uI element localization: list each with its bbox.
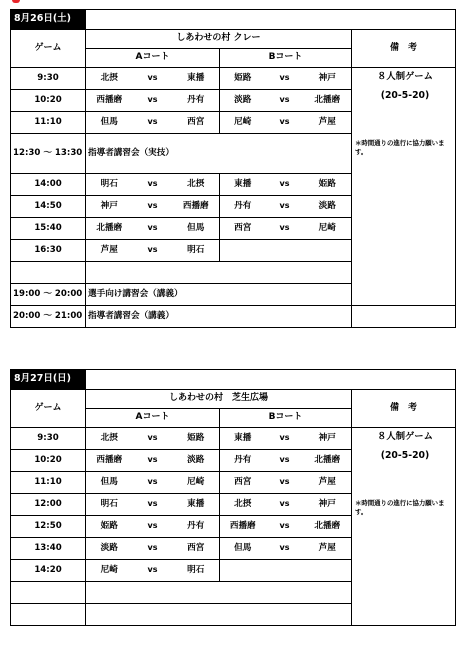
venue-label: しあわせの村 クレー	[86, 30, 352, 49]
team-b1: 北摂	[220, 494, 266, 516]
vs-label: vs	[266, 218, 304, 240]
match-time: 14:20	[11, 560, 86, 582]
court-a-label: Aコート	[86, 49, 220, 68]
match-time: 12:50	[11, 516, 86, 538]
schedule-table-day1	[10, 9, 456, 328]
remarks-label: 備 考	[352, 390, 456, 428]
remarks-score: (20-5-20)	[380, 450, 430, 462]
team-b1: 尼崎	[220, 112, 266, 134]
vs-label: vs	[133, 90, 173, 112]
match-time: 11:10	[11, 112, 86, 134]
empty-cell	[352, 306, 456, 328]
vs-label: vs	[133, 538, 173, 560]
remarks-cell	[352, 68, 456, 306]
team-b2: 北播磨	[304, 90, 352, 112]
match-time: 14:50	[11, 196, 86, 218]
team-a2: 西播磨	[173, 196, 220, 218]
team-a1: 但馬	[86, 112, 133, 134]
team-a1: 芦屋	[86, 240, 133, 262]
empty-cell	[86, 604, 352, 626]
team-a1: 尼崎	[86, 560, 133, 582]
vs-label: vs	[266, 68, 304, 90]
team-b2: 神戸	[304, 68, 352, 90]
team-a2: 丹有	[173, 90, 220, 112]
team-a1: 姫路	[86, 516, 133, 538]
vs-label: vs	[266, 538, 304, 560]
game-label: ゲーム	[11, 30, 86, 68]
date-header-blank	[86, 10, 456, 30]
remarks-format: ８人制ゲーム	[377, 71, 433, 82]
vs-label: vs	[266, 472, 304, 494]
match-time: 14:00	[11, 174, 86, 196]
team-b1: 姫路	[220, 68, 266, 90]
team-a2: 東播	[173, 494, 220, 516]
team-a1: 北播磨	[86, 218, 133, 240]
vs-label: vs	[266, 112, 304, 134]
venue-label: しあわせの村 芝生広場	[86, 390, 352, 409]
team-a1: 神戸	[86, 196, 133, 218]
team-b1: 丹有	[220, 450, 266, 472]
event-title: 指導者講習会（講義）	[86, 306, 352, 328]
team-a2: 北摂	[173, 174, 220, 196]
vs-label: vs	[266, 450, 304, 472]
vs-label: vs	[266, 90, 304, 112]
team-a2: 東播	[173, 68, 220, 90]
remarks-note: ＊時間通りの進行に協力願います。	[355, 139, 445, 157]
empty-cell	[86, 262, 352, 284]
team-b2: 淡路	[304, 196, 352, 218]
empty-cell	[220, 560, 352, 582]
team-b2: 神戸	[304, 494, 352, 516]
empty-cell	[11, 262, 86, 284]
team-a2: 但馬	[173, 218, 220, 240]
table-row	[11, 68, 456, 90]
match-time: 9:30	[11, 428, 86, 450]
date-header: 8月26日(土)	[11, 10, 86, 30]
match-time: 10:20	[11, 450, 86, 472]
remarks-score: (20-5-20)	[380, 90, 430, 102]
team-b2: 姫路	[304, 174, 352, 196]
team-a1: 北摂	[86, 428, 133, 450]
vs-label: vs	[133, 450, 173, 472]
table-row	[11, 428, 456, 450]
team-b1: 西宮	[220, 472, 266, 494]
team-b2: 北播磨	[304, 450, 352, 472]
vs-label: vs	[133, 560, 173, 582]
match-time: 15:40	[11, 218, 86, 240]
vs-label: vs	[266, 196, 304, 218]
team-a1: 明石	[86, 174, 133, 196]
team-b1: 但馬	[220, 538, 266, 560]
date-header: 8月27日(日)	[11, 370, 86, 390]
team-a2: 丹有	[173, 516, 220, 538]
vs-label: vs	[133, 494, 173, 516]
event-time: 20:00 ～ 21:00	[11, 306, 86, 328]
event-title: 選手向け講習会（講義）	[86, 284, 352, 306]
vs-label: vs	[266, 516, 304, 538]
vs-label: vs	[266, 494, 304, 516]
empty-cell	[220, 240, 352, 262]
team-b2: 北播磨	[304, 516, 352, 538]
court-a-label: Aコート	[86, 409, 220, 428]
vs-label: vs	[133, 196, 173, 218]
vs-label: vs	[266, 174, 304, 196]
team-a1: 淡路	[86, 538, 133, 560]
remarks-note: ＊時間通りの進行に協力願います。	[355, 499, 445, 517]
team-b2: 芦屋	[304, 472, 352, 494]
schedule-table-day2	[10, 369, 456, 626]
empty-cell	[11, 582, 86, 604]
team-a2: 淡路	[173, 450, 220, 472]
team-a2: 尼崎	[173, 472, 220, 494]
empty-cell	[11, 604, 86, 626]
remarks-cell	[352, 428, 456, 626]
match-time: 16:30	[11, 240, 86, 262]
match-time: 11:10	[11, 472, 86, 494]
team-a1: 西播磨	[86, 90, 133, 112]
team-a1: 但馬	[86, 472, 133, 494]
date-header-blank	[86, 370, 456, 390]
vs-label: vs	[133, 472, 173, 494]
match-time: 13:40	[11, 538, 86, 560]
court-b-label: Bコート	[220, 409, 352, 428]
event-time: 19:00 ～ 20:00	[11, 284, 86, 306]
vs-label: vs	[133, 218, 173, 240]
match-time: 12:00	[11, 494, 86, 516]
event-time: 12:30 ～ 13:30	[11, 134, 86, 174]
empty-cell	[86, 582, 352, 604]
match-time: 10:20	[11, 90, 86, 112]
event-row	[11, 306, 456, 328]
team-a2: 明石	[173, 240, 220, 262]
team-b1: 西宮	[220, 218, 266, 240]
game-label: ゲーム	[11, 390, 86, 428]
team-b1: 西播磨	[220, 516, 266, 538]
vs-label: vs	[133, 240, 173, 262]
vs-label: vs	[133, 516, 173, 538]
event-title: 指導者講習会（実技）	[86, 134, 352, 174]
red-corner-mark	[12, 0, 20, 3]
team-a2: 明石	[173, 560, 220, 582]
remarks-format: ８人制ゲーム	[377, 431, 433, 442]
team-b2: 神戸	[304, 428, 352, 450]
vs-label: vs	[133, 428, 173, 450]
vs-label: vs	[133, 174, 173, 196]
team-a2: 姫路	[173, 428, 220, 450]
team-a1: 西播磨	[86, 450, 133, 472]
match-time: 9:30	[11, 68, 86, 90]
team-a1: 北摂	[86, 68, 133, 90]
team-a2: 西宮	[173, 112, 220, 134]
team-b1: 淡路	[220, 90, 266, 112]
team-b2: 芦屋	[304, 538, 352, 560]
team-b1: 東播	[220, 174, 266, 196]
team-a1: 明石	[86, 494, 133, 516]
team-a2: 西宮	[173, 538, 220, 560]
team-b1: 東播	[220, 428, 266, 450]
team-b1: 丹有	[220, 196, 266, 218]
vs-label: vs	[266, 428, 304, 450]
remarks-label: 備 考	[352, 30, 456, 68]
vs-label: vs	[133, 112, 173, 134]
vs-label: vs	[133, 68, 173, 90]
team-b2: 尼崎	[304, 218, 352, 240]
court-b-label: Bコート	[220, 49, 352, 68]
team-b2: 芦屋	[304, 112, 352, 134]
